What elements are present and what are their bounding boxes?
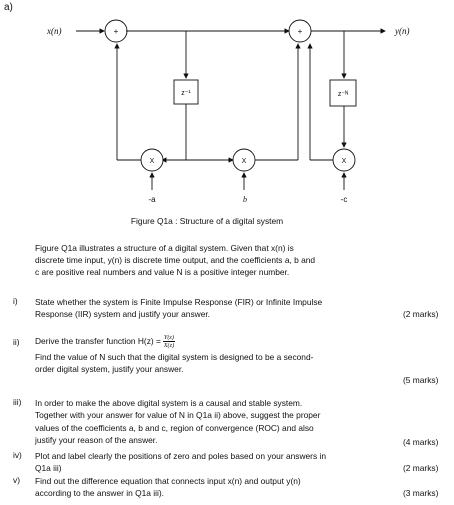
- question-5-text: Find out the difference equation that connects input x(n) and output y(n) according to the answer in Q1a iii).: [35, 476, 301, 499]
- question-5-number: v): [13, 475, 20, 485]
- question-5-marks: (3 marks): [403, 488, 439, 498]
- question-3-marks: (4 marks): [403, 437, 439, 447]
- question-3-text: In order to make the above digital system is a causal and stable system. Together with your answer for value of N in Q1a ii) above, suggest the proper values of the coefficients a, b and c, region of convergence (ROC) and also justify your reason of the answer.: [35, 398, 321, 445]
- figure-caption: Figure Q1a : Structure of a digital system: [130, 216, 284, 226]
- question-4-text: Plot and label clearly the positions of zero and poles based on your answers in Q1a iii): [35, 451, 326, 474]
- question-2-marks: (5 marks): [403, 375, 439, 385]
- question-1-number: i): [13, 296, 18, 306]
- question-1-text: State whether the system is Finite Impulse Response (FIR) or Infinite Impulse Response (IIR) system and justify your answer.: [35, 297, 323, 320]
- svg-text:X: X: [149, 158, 155, 165]
- question-2-text: Derive the transfer function H(z) = $\frac{Y(z)}{X(z)}$ Find the value of N such that the digital system is designed to be a second- order digital system, justify your answer.: [35, 334, 314, 375]
- intro-paragraph: Figure Q1a illustrates a structure of a digital system. Given that x(n) is discrete time input, y(n) is discrete time output, and the coefficients a, b and c are positive real numbers and value N is a positive integer number.: [35, 243, 316, 277]
- coef-b-label: b: [243, 195, 247, 204]
- svg-text:X: X: [241, 158, 247, 165]
- svg-text:X: X: [341, 158, 347, 165]
- delay-zN-label: z⁻ᴺ: [337, 91, 349, 98]
- question-1-marks: (2 marks): [403, 309, 439, 319]
- svg-text:+: +: [113, 27, 119, 36]
- transfer-fraction: $\frac{Y(z)}{X(z)}$: [163, 334, 175, 350]
- block-diagram: [0, 0, 454, 225]
- question-3-number: iii): [13, 397, 22, 407]
- question-4-marks: (2 marks): [403, 463, 439, 473]
- output-label: y(n): [395, 26, 410, 36]
- coef-a-label: -a: [148, 195, 156, 204]
- question-4-number: iv): [13, 450, 22, 460]
- input-label: x(n): [47, 26, 62, 36]
- question-2-number: ii): [13, 337, 20, 347]
- svg-text:+: +: [297, 27, 303, 36]
- coef-c-label: -c: [340, 195, 348, 204]
- part-label: a): [4, 2, 13, 13]
- delay-z1-label: z⁻¹: [181, 90, 191, 97]
